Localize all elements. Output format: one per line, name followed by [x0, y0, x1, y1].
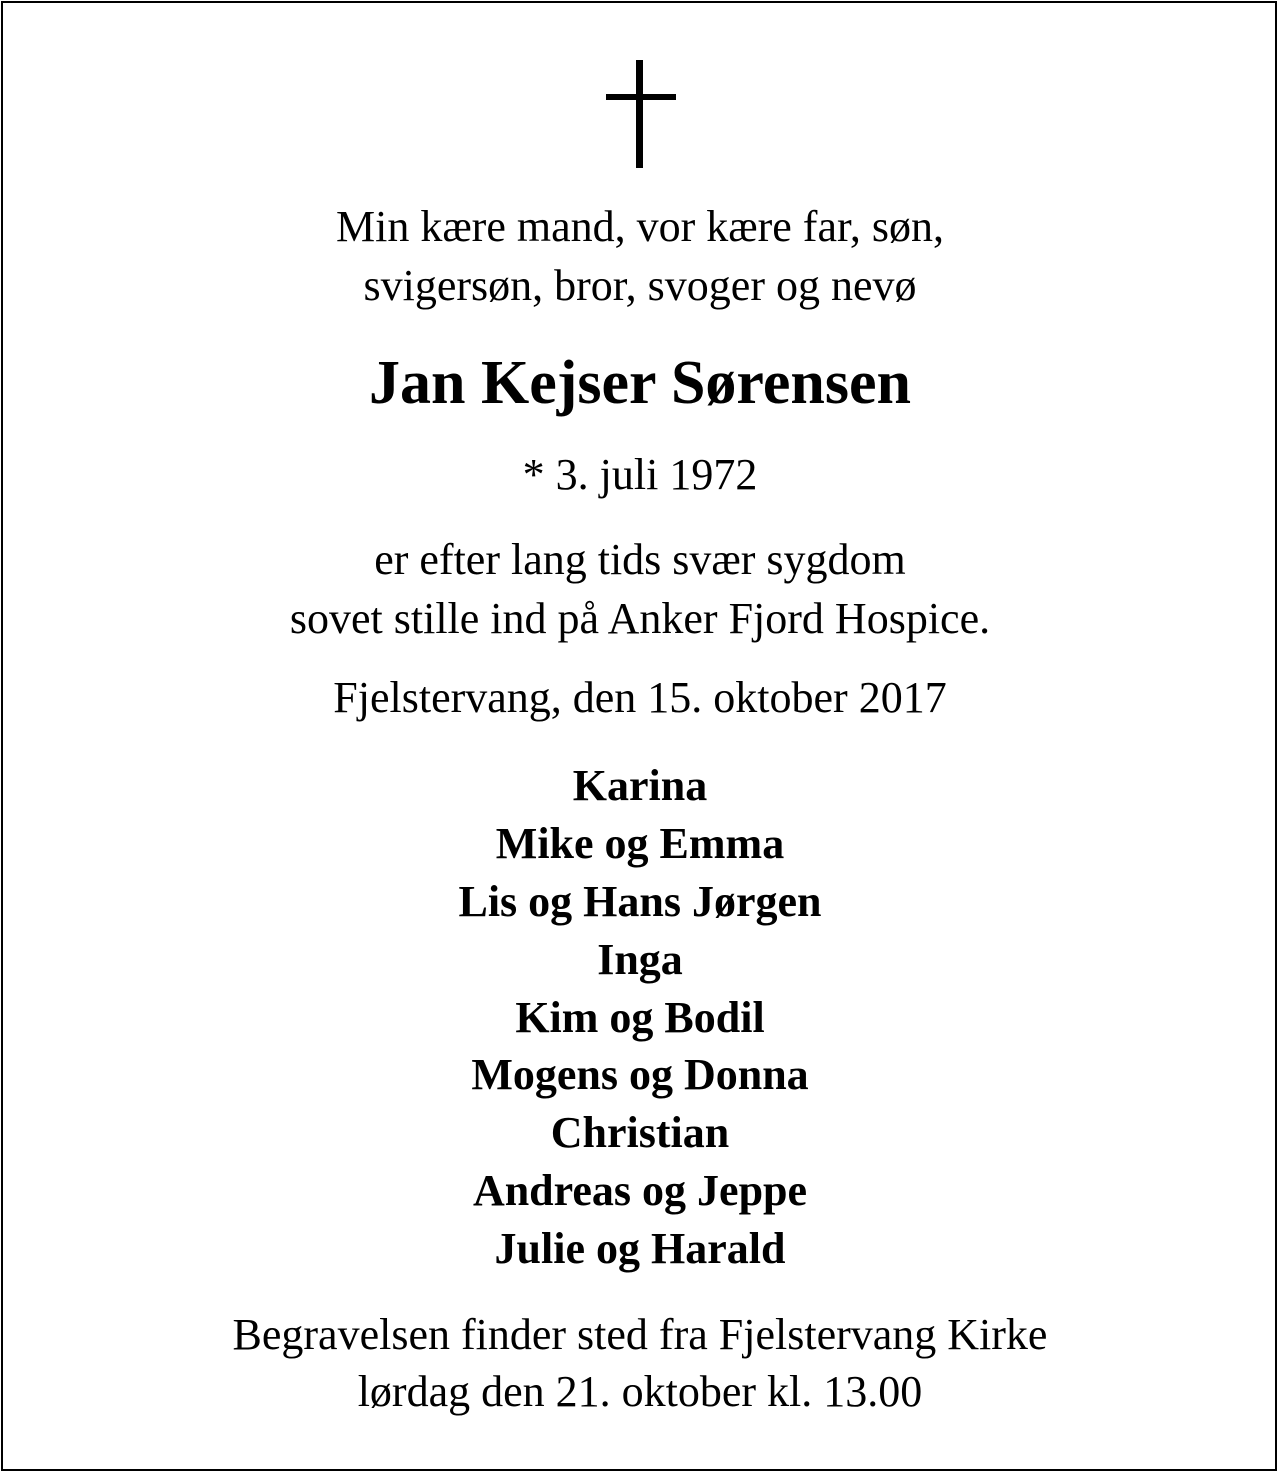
family-member: Mogens og Donna — [471, 1050, 809, 1099]
family-member: Kim og Bodil — [515, 993, 765, 1042]
message-line-2: sovet stille ind på Anker Fjord Hospice. — [289, 594, 991, 643]
funeral-line-2: lørdag den 21. oktober kl. 13.00 — [357, 1367, 923, 1416]
cross-icon — [606, 60, 678, 170]
family-member: Christian — [550, 1108, 730, 1157]
family-member: Andreas og Jeppe — [472, 1166, 808, 1215]
birth-date: * 3. juli 1972 — [522, 450, 758, 499]
message-line-1: er efter lang tids svær sygdom — [374, 535, 906, 584]
family-member: Karina — [572, 761, 708, 810]
family-member: Inga — [597, 935, 683, 984]
cross-horizontal-bar — [606, 94, 676, 100]
cross-vertical-bar — [636, 60, 643, 168]
deceased-name: Jan Kejser Sørensen — [369, 349, 911, 417]
family-member: Mike og Emma — [495, 819, 785, 868]
funeral-line-1: Begravelsen finder sted fra Fjelstervang Kirke — [232, 1310, 1048, 1359]
family-member: Lis og Hans Jørgen — [458, 877, 822, 926]
intro-line-2: svigersøn, bror, svoger og nevø — [363, 261, 917, 310]
place-and-date: Fjelstervang, den 15. oktober 2017 — [333, 673, 947, 722]
family-member: Julie og Harald — [494, 1224, 786, 1273]
intro-line-1: Min kære mand, vor kære far, søn, — [335, 202, 944, 251]
